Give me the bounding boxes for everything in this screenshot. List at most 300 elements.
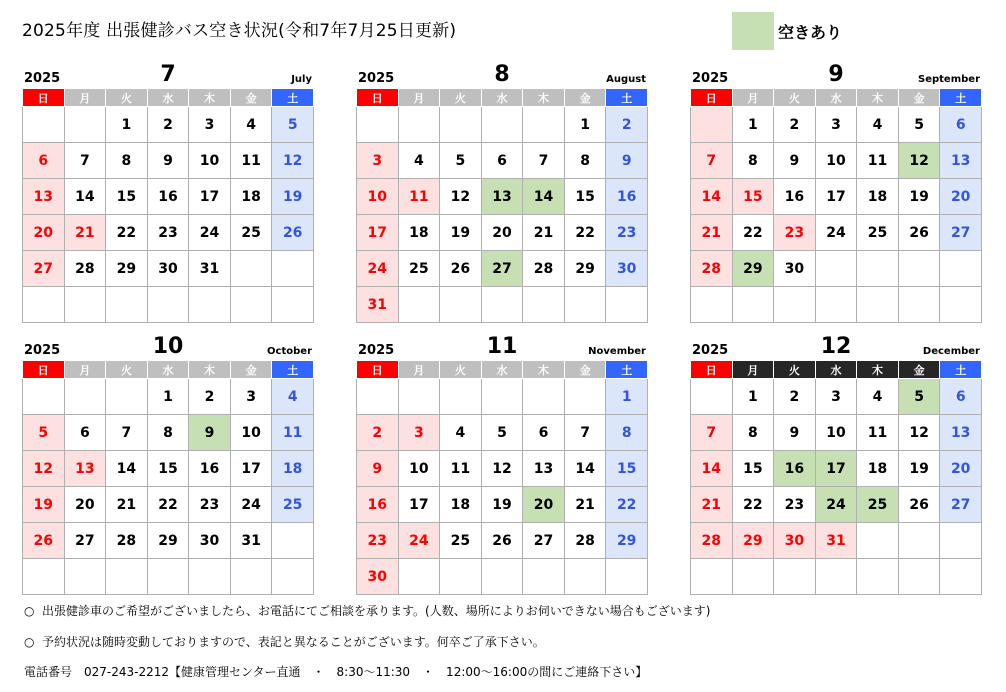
day-cell: 17 (815, 179, 857, 215)
day-cell: 11 (272, 415, 314, 451)
empty-cell (691, 287, 733, 323)
day-cell: 22 (606, 487, 648, 523)
day-cell: 5 (898, 379, 940, 415)
day-cell: 1 (147, 379, 189, 415)
year-label: 2025 (24, 71, 61, 86)
empty-cell (272, 559, 314, 595)
empty-cell (272, 251, 314, 287)
day-cell: 13 (523, 451, 565, 487)
empty-cell (481, 107, 523, 143)
day-cell: 29 (606, 523, 648, 559)
weekday-header: 日 (691, 89, 733, 107)
weekday-header: 土 (940, 89, 982, 107)
day-cell: 22 (732, 215, 774, 251)
calendar-august (356, 58, 648, 323)
day-cell: 15 (147, 451, 189, 487)
calendar-grid (690, 88, 982, 323)
day-cell: 30 (189, 523, 231, 559)
day-cell: 1 (732, 107, 774, 143)
weekday-header: 金 (898, 89, 940, 107)
day-cell: 29 (732, 251, 774, 287)
weekday-header: 水 (481, 361, 523, 379)
year-label: 2025 (358, 343, 395, 358)
day-cell: 19 (272, 179, 314, 215)
day-cell: 1 (732, 379, 774, 415)
page-title: 2025年度 出張健診バス空き状況(令和7年7月25日更新) (22, 21, 457, 41)
day-cell: 2 (606, 107, 648, 143)
weekday-header: 土 (272, 89, 314, 107)
empty-cell (64, 379, 106, 415)
day-cell: 24 (230, 487, 272, 523)
day-cell: 24 (815, 215, 857, 251)
day-cell: 4 (857, 379, 899, 415)
day-cell: 23 (774, 215, 816, 251)
weekday-header: 土 (606, 89, 648, 107)
month-english: November (588, 346, 646, 357)
day-cell: 22 (106, 215, 148, 251)
empty-cell (940, 251, 982, 287)
day-cell: 1 (564, 107, 606, 143)
empty-cell (106, 287, 148, 323)
weekday-header: 火 (774, 361, 816, 379)
day-cell: 18 (440, 487, 482, 523)
day-cell: 17 (398, 487, 440, 523)
day-cell: 26 (440, 251, 482, 287)
weekday-header: 月 (732, 89, 774, 107)
empty-cell (898, 251, 940, 287)
note-text: 出張健診車のご希望がございましたら、お電話にてご相談を承ります。(人数、場所によりお伺いできない場合もございます) (42, 604, 711, 618)
day-cell: 7 (523, 143, 565, 179)
empty-cell (357, 107, 399, 143)
day-cell: 3 (357, 143, 399, 179)
day-cell: 8 (106, 143, 148, 179)
weekday-header: 金 (564, 89, 606, 107)
month-number: 8 (494, 62, 510, 87)
day-cell: 24 (189, 215, 231, 251)
empty-cell (189, 559, 231, 595)
empty-cell (940, 287, 982, 323)
weekday-header: 火 (440, 89, 482, 107)
empty-cell (606, 287, 648, 323)
weekday-header: 火 (106, 361, 148, 379)
day-cell: 17 (815, 451, 857, 487)
year-label: 2025 (692, 343, 729, 358)
day-cell: 20 (940, 451, 982, 487)
year-label: 2025 (24, 343, 61, 358)
day-cell: 10 (189, 143, 231, 179)
empty-cell (857, 559, 899, 595)
day-cell: 28 (691, 523, 733, 559)
empty-cell (481, 287, 523, 323)
calendar-grid (22, 88, 314, 323)
day-cell: 21 (564, 487, 606, 523)
empty-cell (106, 559, 148, 595)
phone-info: 電話番号 027-243-2212【健康管理センター直通 ・ 8:30～11:30 ・ 12:00～16:00の間にご連絡下さい】 (24, 665, 648, 679)
day-cell: 5 (898, 107, 940, 143)
day-cell: 20 (481, 215, 523, 251)
day-cell: 25 (857, 215, 899, 251)
day-cell: 21 (523, 215, 565, 251)
day-cell: 4 (440, 415, 482, 451)
weekday-header: 火 (774, 89, 816, 107)
day-cell: 27 (481, 251, 523, 287)
day-cell: 21 (691, 215, 733, 251)
month-english: September (918, 74, 980, 85)
day-cell: 29 (732, 523, 774, 559)
day-cell: 29 (106, 251, 148, 287)
weekday-header: 木 (857, 89, 899, 107)
day-cell: 26 (272, 215, 314, 251)
empty-cell (898, 287, 940, 323)
day-cell: 8 (732, 415, 774, 451)
day-cell: 12 (481, 451, 523, 487)
day-cell: 13 (940, 415, 982, 451)
weekday-header: 日 (691, 361, 733, 379)
weekday-header: 水 (815, 361, 857, 379)
month-number: 7 (160, 62, 176, 87)
day-cell: 17 (357, 215, 399, 251)
day-cell: 21 (106, 487, 148, 523)
day-cell: 15 (732, 451, 774, 487)
weekday-header: 火 (440, 361, 482, 379)
day-cell: 9 (189, 415, 231, 451)
day-cell: 21 (64, 215, 106, 251)
day-cell: 16 (606, 179, 648, 215)
weekday-header: 水 (481, 89, 523, 107)
empty-cell (815, 287, 857, 323)
empty-cell (398, 107, 440, 143)
weekday-header: 月 (64, 89, 106, 107)
day-cell: 18 (857, 179, 899, 215)
day-cell: 27 (23, 251, 65, 287)
empty-cell (523, 107, 565, 143)
weekday-header: 金 (230, 89, 272, 107)
day-cell: 15 (606, 451, 648, 487)
day-cell: 20 (940, 179, 982, 215)
empty-cell (774, 287, 816, 323)
day-cell: 3 (815, 107, 857, 143)
day-cell: 30 (606, 251, 648, 287)
day-cell: 20 (23, 215, 65, 251)
day-cell: 12 (898, 415, 940, 451)
calendar-december (690, 330, 982, 595)
day-cell: 19 (898, 179, 940, 215)
day-cell: 11 (857, 143, 899, 179)
day-cell: 10 (230, 415, 272, 451)
day-cell: 12 (898, 143, 940, 179)
day-cell: 8 (564, 143, 606, 179)
day-cell: 9 (774, 143, 816, 179)
day-cell: 8 (147, 415, 189, 451)
empty-cell (440, 559, 482, 595)
day-cell: 9 (147, 143, 189, 179)
weekday-header: 水 (147, 89, 189, 107)
empty-cell (691, 559, 733, 595)
weekday-header: 土 (272, 361, 314, 379)
day-cell: 10 (357, 179, 399, 215)
weekday-header: 木 (857, 361, 899, 379)
empty-cell (230, 559, 272, 595)
empty-cell (898, 559, 940, 595)
month-english: August (606, 74, 646, 85)
day-cell: 4 (398, 143, 440, 179)
calendar-header (690, 330, 982, 360)
weekday-header: 日 (357, 361, 399, 379)
weekday-header: 日 (23, 89, 65, 107)
day-cell: 25 (272, 487, 314, 523)
day-cell: 6 (23, 143, 65, 179)
day-cell: 27 (940, 487, 982, 523)
calendar-july (22, 58, 314, 323)
day-cell: 26 (481, 523, 523, 559)
day-cell: 4 (857, 107, 899, 143)
empty-cell (23, 379, 65, 415)
empty-cell (272, 523, 314, 559)
day-cell: 8 (732, 143, 774, 179)
calendar-grid (690, 360, 982, 595)
weekday-header: 水 (815, 89, 857, 107)
day-cell: 2 (357, 415, 399, 451)
month-number: 12 (820, 334, 852, 359)
weekday-header: 水 (147, 361, 189, 379)
weekday-header: 月 (398, 89, 440, 107)
day-cell: 24 (398, 523, 440, 559)
day-cell: 15 (564, 179, 606, 215)
day-cell: 18 (272, 451, 314, 487)
day-cell: 6 (940, 107, 982, 143)
day-cell: 23 (357, 523, 399, 559)
day-cell: 7 (106, 415, 148, 451)
day-cell: 30 (774, 251, 816, 287)
day-cell: 6 (64, 415, 106, 451)
day-cell: 17 (230, 451, 272, 487)
day-cell: 30 (147, 251, 189, 287)
empty-cell (732, 559, 774, 595)
day-cell: 12 (23, 451, 65, 487)
day-cell: 16 (774, 179, 816, 215)
month-number: 10 (152, 334, 184, 359)
day-cell: 14 (106, 451, 148, 487)
day-cell: 10 (815, 415, 857, 451)
day-cell: 26 (23, 523, 65, 559)
day-cell: 2 (147, 107, 189, 143)
calendar-september (690, 58, 982, 323)
day-cell: 2 (189, 379, 231, 415)
note-consultation (24, 602, 710, 619)
day-cell: 17 (189, 179, 231, 215)
weekday-header: 金 (564, 361, 606, 379)
day-cell: 6 (940, 379, 982, 415)
day-cell: 3 (189, 107, 231, 143)
day-cell: 16 (189, 451, 231, 487)
day-cell: 20 (64, 487, 106, 523)
weekday-header: 木 (523, 89, 565, 107)
day-cell: 29 (564, 251, 606, 287)
day-cell: 12 (272, 143, 314, 179)
month-english: October (267, 346, 312, 357)
day-cell: 8 (606, 415, 648, 451)
day-cell: 13 (23, 179, 65, 215)
empty-cell (23, 107, 65, 143)
empty-cell (815, 559, 857, 595)
empty-cell (23, 287, 65, 323)
day-cell: 11 (230, 143, 272, 179)
day-cell: 1 (106, 107, 148, 143)
day-cell: 11 (398, 179, 440, 215)
empty-cell (357, 379, 399, 415)
empty-cell (64, 287, 106, 323)
empty-cell (691, 107, 733, 143)
empty-cell (272, 287, 314, 323)
day-cell: 23 (606, 215, 648, 251)
empty-cell (857, 523, 899, 559)
empty-cell (398, 287, 440, 323)
day-cell: 14 (64, 179, 106, 215)
empty-cell (23, 559, 65, 595)
empty-cell (147, 287, 189, 323)
weekday-header: 月 (398, 361, 440, 379)
calendar-october (22, 330, 314, 595)
day-cell: 27 (64, 523, 106, 559)
day-cell: 13 (64, 451, 106, 487)
day-cell: 13 (940, 143, 982, 179)
day-cell: 2 (774, 379, 816, 415)
empty-cell (481, 379, 523, 415)
empty-cell (564, 379, 606, 415)
day-cell: 4 (272, 379, 314, 415)
year-label: 2025 (692, 71, 729, 86)
empty-cell (440, 379, 482, 415)
empty-cell (398, 379, 440, 415)
note-status-change (24, 633, 545, 650)
day-cell: 9 (606, 143, 648, 179)
day-cell: 3 (398, 415, 440, 451)
empty-cell (481, 559, 523, 595)
day-cell: 28 (564, 523, 606, 559)
empty-cell (898, 523, 940, 559)
month-english: December (922, 346, 980, 357)
day-cell: 19 (23, 487, 65, 523)
day-cell: 25 (440, 523, 482, 559)
empty-cell (189, 287, 231, 323)
calendar-grid (22, 360, 314, 595)
day-cell: 11 (440, 451, 482, 487)
day-cell: 16 (147, 179, 189, 215)
day-cell: 25 (230, 215, 272, 251)
day-cell: 14 (523, 179, 565, 215)
empty-cell (64, 107, 106, 143)
empty-cell (857, 251, 899, 287)
circle-icon: ○ (24, 635, 35, 649)
day-cell: 31 (189, 251, 231, 287)
circle-icon: ○ (24, 604, 35, 618)
weekday-header: 土 (940, 361, 982, 379)
day-cell: 1 (606, 379, 648, 415)
weekday-header: 木 (523, 361, 565, 379)
day-cell: 21 (691, 487, 733, 523)
weekday-header: 日 (357, 89, 399, 107)
day-cell: 10 (815, 143, 857, 179)
month-english: July (291, 74, 312, 85)
day-cell: 14 (691, 179, 733, 215)
empty-cell (106, 379, 148, 415)
day-cell: 19 (440, 215, 482, 251)
weekday-header: 金 (898, 361, 940, 379)
day-cell: 15 (106, 179, 148, 215)
day-cell: 27 (940, 215, 982, 251)
weekday-header: 木 (189, 89, 231, 107)
day-cell: 3 (815, 379, 857, 415)
day-cell: 7 (691, 415, 733, 451)
day-cell: 27 (523, 523, 565, 559)
day-cell: 28 (523, 251, 565, 287)
empty-cell (440, 287, 482, 323)
day-cell: 24 (357, 251, 399, 287)
day-cell: 4 (230, 107, 272, 143)
day-cell: 7 (64, 143, 106, 179)
weekday-header: 月 (64, 361, 106, 379)
day-cell: 5 (23, 415, 65, 451)
day-cell: 15 (732, 179, 774, 215)
empty-cell (64, 559, 106, 595)
day-cell: 10 (398, 451, 440, 487)
calendar-header (356, 58, 648, 88)
day-cell: 18 (230, 179, 272, 215)
day-cell: 18 (398, 215, 440, 251)
empty-cell (606, 559, 648, 595)
day-cell: 22 (564, 215, 606, 251)
legend-label: 空きあり (778, 23, 843, 42)
empty-cell (230, 287, 272, 323)
day-cell: 22 (732, 487, 774, 523)
day-cell: 30 (357, 559, 399, 595)
day-cell: 14 (564, 451, 606, 487)
day-cell: 6 (481, 143, 523, 179)
day-cell: 14 (691, 451, 733, 487)
calendar-header (22, 330, 314, 360)
empty-cell (940, 523, 982, 559)
weekday-header: 土 (606, 361, 648, 379)
weekday-header: 木 (189, 361, 231, 379)
calendar-november (356, 330, 648, 595)
empty-cell (230, 251, 272, 287)
month-number: 11 (486, 334, 518, 359)
calendar-header (22, 58, 314, 88)
day-cell: 9 (357, 451, 399, 487)
day-cell: 31 (357, 287, 399, 323)
empty-cell (398, 559, 440, 595)
day-cell: 24 (815, 487, 857, 523)
day-cell: 28 (64, 251, 106, 287)
day-cell: 19 (898, 451, 940, 487)
day-cell: 16 (357, 487, 399, 523)
day-cell: 31 (230, 523, 272, 559)
legend-swatch (732, 12, 774, 50)
day-cell: 18 (857, 451, 899, 487)
day-cell: 31 (815, 523, 857, 559)
weekday-header: 金 (230, 361, 272, 379)
day-cell: 9 (774, 415, 816, 451)
day-cell: 3 (230, 379, 272, 415)
day-cell: 26 (898, 487, 940, 523)
month-number: 9 (828, 62, 844, 87)
calendar-grid (356, 88, 648, 323)
day-cell: 2 (774, 107, 816, 143)
day-cell: 5 (272, 107, 314, 143)
empty-cell (523, 287, 565, 323)
calendar-header (356, 330, 648, 360)
day-cell: 6 (523, 415, 565, 451)
